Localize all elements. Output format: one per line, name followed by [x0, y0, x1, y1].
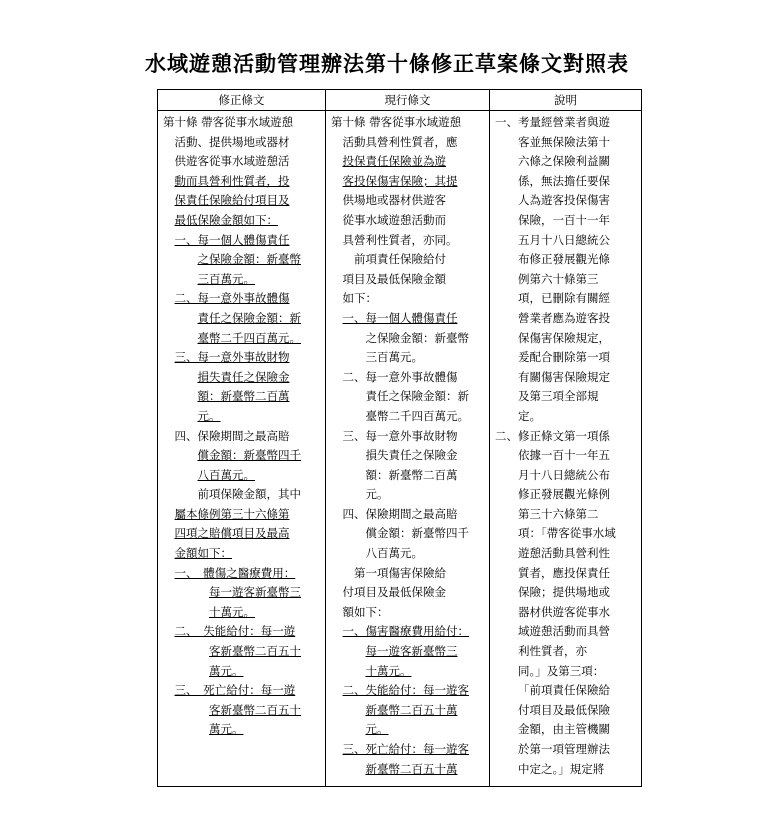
text-line: 之保險金額：新臺幣 — [197, 252, 301, 267]
text-line: 十萬元。 — [365, 663, 412, 678]
text-line: 客投保傷害保險；其提 — [342, 173, 458, 188]
text-line: 客新臺幣二百五十 — [209, 702, 301, 717]
text-line: 萬元。 — [209, 663, 244, 678]
text-line: 具營利性質者，亦同。 — [342, 232, 458, 247]
text-line: 係，無法擔任要保 — [518, 173, 610, 188]
text-line: 責任之保險金額：新 — [365, 389, 469, 404]
text-line: 額：新臺幣二百萬 — [365, 467, 458, 482]
text-line: 利性質者，亦 — [518, 644, 587, 659]
text-line: 償金額：新臺幣四千 — [365, 526, 469, 541]
explanation-cell — [490, 111, 642, 787]
text-line: 動而具營利性質者，投 — [174, 173, 290, 188]
text-line: 三、 死亡給付：每一遊 — [174, 683, 296, 698]
text-line: 每一遊客新臺幣三 — [365, 644, 458, 659]
text-line: 保傷害保險規定， — [518, 330, 610, 345]
text-line: 活動具營利性質者，應 — [342, 134, 458, 149]
text-line: 三、死亡給付：每一遊客 — [342, 742, 469, 756]
text-line: 四、保險期間之最高賠 — [174, 428, 290, 443]
text-line: 四項之賠償項目及最高 — [174, 526, 290, 541]
text-line: 爰配合刪除第一項 — [518, 350, 610, 365]
text-line: 八百萬元。 — [365, 546, 423, 561]
text-line: 月十八日總統公布 — [518, 467, 610, 482]
text-line: 客新臺幣二百五十 — [209, 644, 301, 659]
text-line: 於第一項管理辦法 — [518, 742, 610, 756]
text-line: 例第六十條第三 — [518, 271, 599, 286]
text-line: 三百萬元。 — [197, 271, 255, 286]
text-line: 一、考量經營業者與遊 — [495, 115, 610, 129]
text-line: 償金額：新臺幣四千 — [197, 448, 301, 463]
text-line: 額：新臺幣二百萬 — [197, 389, 290, 404]
table-body-row — [158, 111, 642, 787]
text-line: 金額如下： — [174, 546, 232, 561]
text-line: 中定之。」規定將 — [518, 761, 605, 776]
text-line: 從事水域遊憩活動而 — [342, 212, 446, 227]
text-line: 八百萬元。 — [197, 467, 255, 482]
text-line: 臺幣二千四百萬元。 — [365, 408, 469, 423]
text-line: 有關傷害保險規定 — [518, 369, 610, 384]
text-line: 保險，一百十一年 — [518, 212, 610, 227]
header-explanation: 說明 — [490, 90, 642, 111]
text-line: 依據一百十一年五 — [518, 448, 610, 463]
text-line: 布修正發展觀光條 — [518, 252, 610, 267]
text-line: 供遊客從事水域遊憩活 — [174, 154, 290, 169]
text-line: 元。 — [365, 722, 389, 737]
text-line: 供場地或器材供遊客 — [342, 193, 446, 208]
text-line: 之保險金額：新臺幣 — [365, 330, 469, 345]
text-line: 保責任保險給付項目及 — [174, 193, 290, 208]
text-line: 損失責任之保險金 — [197, 369, 290, 384]
text-line: 前項責任保險給付 — [354, 252, 446, 267]
current-provision-cell — [326, 111, 490, 787]
text-line: 付項目及最低保險金 — [342, 585, 446, 600]
text-line: 項，已刪除有關經 — [518, 291, 610, 306]
text-line: 定。 — [518, 408, 541, 423]
text-line: 修正發展觀光條例 — [518, 487, 610, 502]
text-line: 新臺幣二百五十萬 — [365, 702, 458, 717]
text-line: 第三十六條第二 — [518, 506, 599, 521]
table-header-row — [158, 90, 642, 111]
text-line: 最低保險金額如下： — [174, 212, 278, 227]
text-line: 新臺幣二百五十萬 — [365, 761, 458, 776]
text-line: 一、傷害醫療費用給付： — [342, 624, 469, 639]
text-line: 三百萬元。 — [365, 350, 423, 365]
text-line: 萬元。 — [209, 722, 244, 737]
text-line: 保險；提供場地或 — [518, 585, 610, 600]
text-line: 人為遊客投保傷害 — [518, 193, 610, 208]
text-line: 責任之保險金額：新 — [197, 310, 301, 325]
text-line: 元。 — [197, 408, 221, 423]
text-line: 同。」及第三項： — [518, 663, 605, 678]
text-line: 四、保險期間之最高賠 — [342, 506, 458, 521]
text-line: 六條之保險利益關 — [518, 154, 610, 169]
text-line: 損失責任之保險金 — [365, 448, 458, 463]
document-title: 水域遊憩活動管理辦法第十條修正草案條文對照表 — [145, 51, 629, 76]
text-line: 項：「帶客從事水域 — [518, 526, 616, 541]
text-line: 第十條 帶客從事水域遊憩 — [331, 115, 462, 129]
text-line: 金額，由主管機關 — [518, 722, 610, 737]
text-line: 「前項責任保險給 — [518, 683, 610, 698]
text-line: 付項目及最低保險 — [518, 702, 610, 717]
text-line: 三、每一意外事故財物 — [174, 350, 290, 365]
text-line: 五月十八日總統公 — [518, 232, 610, 247]
text-line: 活動、提供場地或器材 — [174, 134, 290, 149]
text-line: 質者，應投保責任 — [518, 565, 610, 580]
text-line: 十萬元。 — [209, 604, 255, 619]
text-line: 三、每一意外事故財物 — [342, 428, 458, 443]
comparison-table — [157, 89, 642, 787]
text-line: 二、 失能給付：每一遊 — [174, 624, 296, 639]
header-amended-provision: 修正條文 — [158, 90, 326, 111]
text-line: 額如下： — [342, 604, 389, 619]
text-line: 元。 — [365, 487, 389, 502]
text-line: 一、每一個人體傷責任 — [342, 310, 458, 325]
text-line: 一、 體傷之醫療費用： — [174, 565, 296, 580]
current-provision-text — [326, 111, 489, 786]
amended-provision-text — [158, 111, 325, 786]
header-current-provision: 現行條文 — [326, 90, 490, 111]
text-line: 二、每一意外事故體傷 — [174, 291, 290, 306]
text-line: 一、每一個人體傷責任 — [174, 232, 290, 247]
explanation-text — [490, 111, 641, 786]
text-line: 項目及最低保險金額 — [342, 271, 446, 286]
text-line: 及第三項全部規 — [518, 389, 599, 404]
text-line: 客並無保險法第十 — [518, 134, 610, 149]
text-line: 投保責任保險並為遊 — [342, 154, 446, 169]
text-line: 第十條 帶客從事水域遊憩 — [163, 115, 294, 129]
text-line: 臺幣二千四百萬元。 — [197, 330, 301, 345]
text-line: 前項保險金額，其中 — [197, 487, 301, 502]
text-line: 第一項傷害保險給 — [354, 565, 446, 580]
text-line: 遊憩活動具營利性 — [518, 546, 610, 561]
text-line: 二、每一意外事故體傷 — [342, 369, 458, 384]
text-line: 營業者應為遊客投 — [518, 310, 610, 325]
text-line: 屬本條例第三十六條第 — [174, 506, 290, 521]
amended-provision-cell — [158, 111, 326, 787]
text-line: 器材供遊客從事水 — [518, 604, 610, 619]
text-line: 二、失能給付：每一遊客 — [342, 683, 469, 698]
text-line: 每一遊客新臺幣三 — [209, 585, 301, 600]
text-line: 二、修正條文第一項係 — [495, 428, 610, 443]
text-line: 如下： — [342, 291, 377, 306]
text-line: 域遊憩活動而具營 — [518, 624, 610, 639]
